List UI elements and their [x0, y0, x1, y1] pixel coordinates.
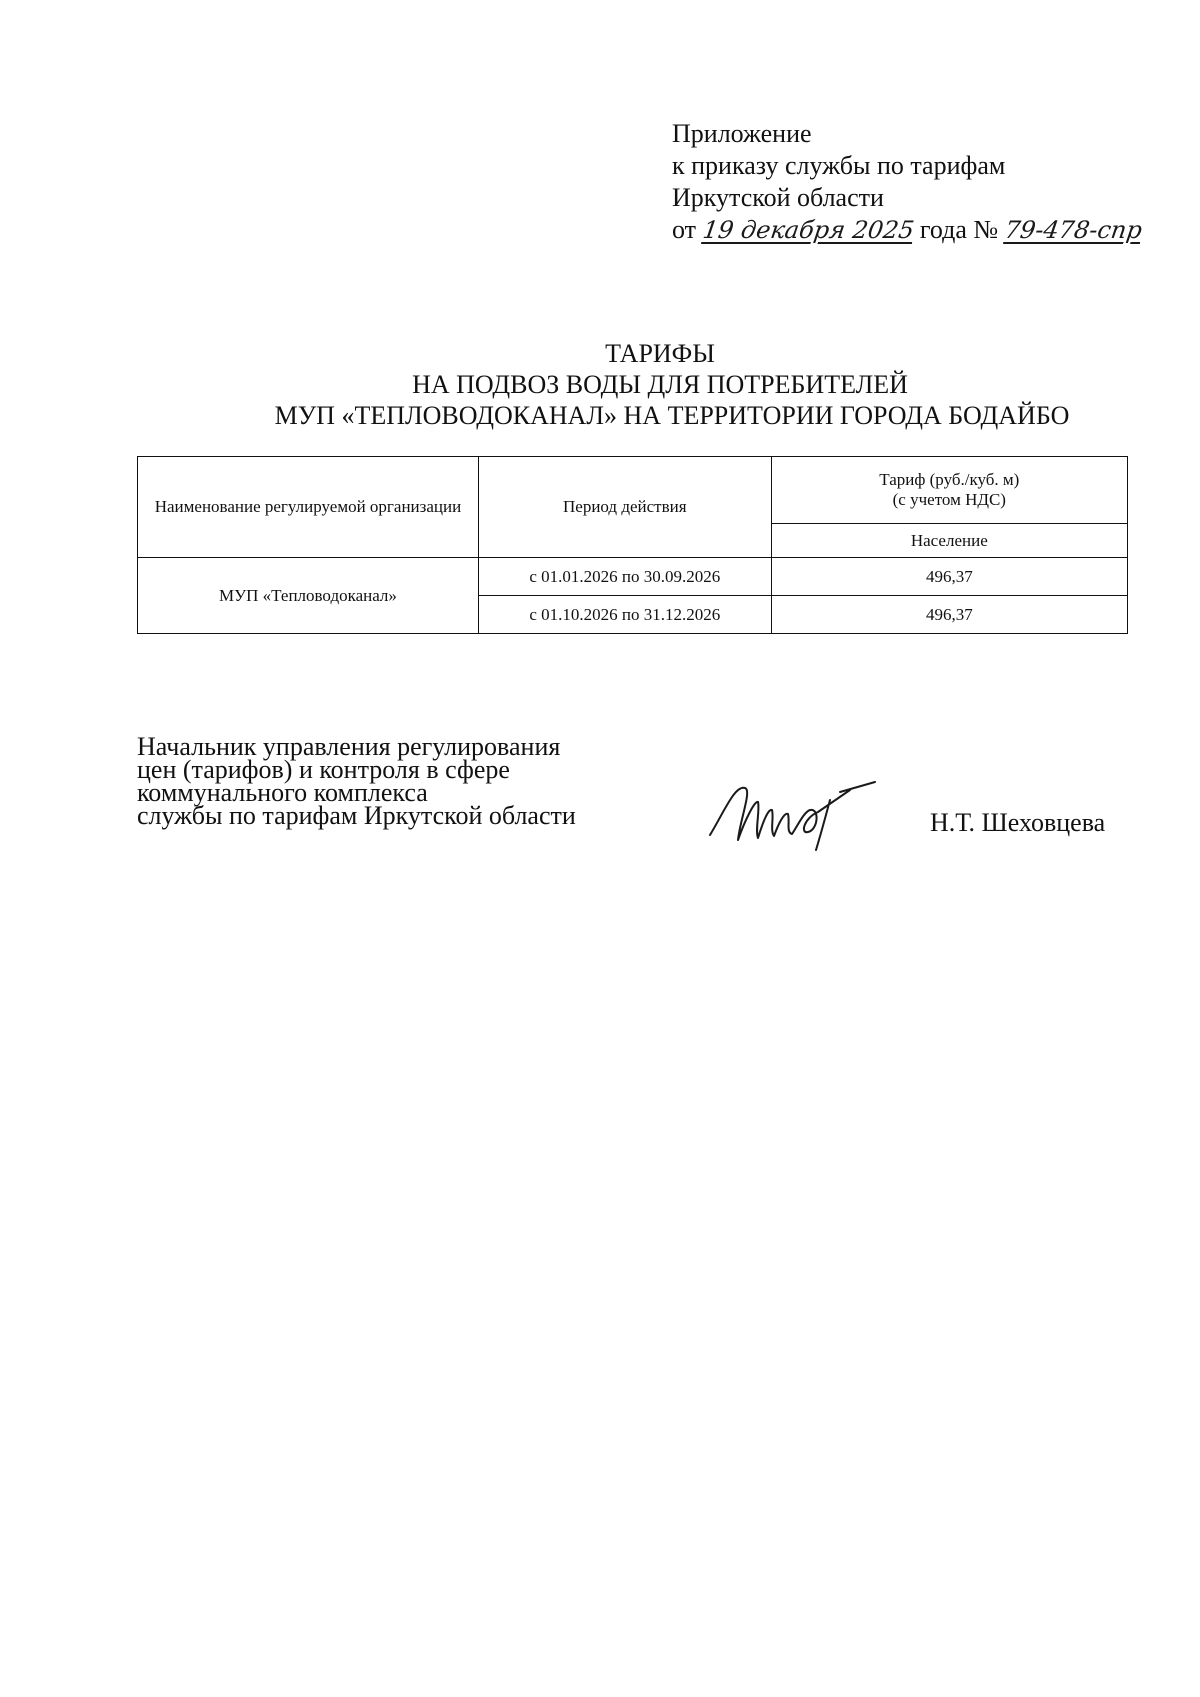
table-row — [138, 558, 1128, 596]
period-cell: с 01.10.2026 по 31.12.2026 — [478, 596, 771, 634]
appendix-line: к приказу службы по тарифам — [672, 151, 1006, 180]
signer-line: Начальник управления регулирования — [137, 732, 561, 761]
header-tariff-line: Тариф (руб./куб. м) — [879, 470, 1020, 489]
header-population: Население — [771, 524, 1127, 558]
signer-name: Н.Т. Шеховцева — [930, 808, 1106, 837]
document-title — [180, 338, 1140, 431]
handwritten-date: 19 декабря 2025 — [700, 216, 916, 244]
appendix-line: Приложение — [672, 119, 812, 148]
signer-title — [137, 732, 657, 830]
handwritten-order-number: 79-478-спр — [1002, 216, 1144, 244]
title-line: МУП «ТЕПЛОВОДОКАНАЛ» НА ТЕРРИТОРИИ ГОРОДА БОДАЙБО — [274, 401, 1070, 430]
signer-line: коммунального комплекса — [137, 778, 428, 807]
appendix-line: Иркутской области — [672, 183, 884, 212]
header-tariff — [771, 457, 1127, 524]
tariff-table — [137, 456, 1128, 634]
tariff-value-cell: 496,37 — [771, 558, 1127, 596]
appendix-date-line — [672, 214, 1172, 246]
signer-line: цен (тарифов) и контроля в сфере — [137, 755, 510, 784]
period-cell: с 01.01.2026 по 30.09.2026 — [478, 558, 771, 596]
header-organization: Наименование регулируемой организации — [138, 457, 479, 558]
header-tariff-line: (с учетом НДС) — [892, 490, 1006, 509]
appendix-block — [672, 118, 1172, 246]
tariff-value-cell: 496,37 — [771, 596, 1127, 634]
title-line: ТАРИФЫ — [605, 339, 715, 368]
title-line: НА ПОДВОЗ ВОДЫ ДЛЯ ПОТРЕБИТЕЛЕЙ — [412, 370, 908, 399]
table-header-row — [138, 457, 1128, 524]
signer-line: службы по тарифам Иркутской области — [137, 801, 576, 830]
organization-cell: МУП «Тепловодоканал» — [138, 558, 479, 634]
appendix-middle: года № — [919, 215, 999, 244]
appendix-prefix: от — [672, 215, 697, 244]
handwritten-signature — [700, 770, 900, 860]
header-period: Период действия — [478, 457, 771, 558]
